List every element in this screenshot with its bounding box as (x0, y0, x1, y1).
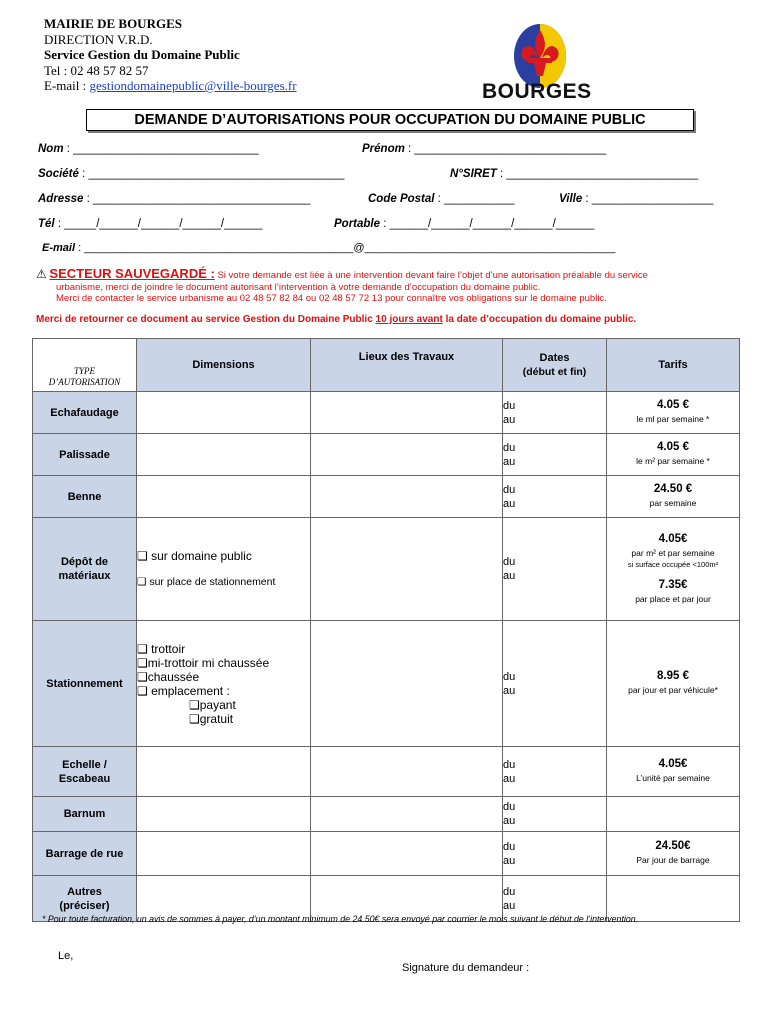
ville-field[interactable] (559, 193, 713, 205)
dates-cell[interactable]: du au (503, 747, 607, 797)
portable-label: Portable (334, 218, 381, 230)
nom-field[interactable] (38, 143, 259, 155)
prenom-field[interactable] (362, 143, 606, 155)
note-pre: Merci de retourner ce document au service Gestion du Domaine Public (36, 314, 376, 325)
table-header-row (33, 339, 740, 392)
header-lieux: Lieux des Travaux (311, 339, 503, 392)
code-postal-field[interactable] (368, 193, 514, 205)
dates-cell[interactable]: du au (503, 434, 607, 476)
type-benne: Benne (33, 476, 137, 518)
type-autres: Autres (préciser) (33, 876, 137, 922)
dates-cell[interactable]: du au (503, 876, 607, 922)
table-row (33, 621, 740, 747)
siret-blank: : ______________________________ (496, 168, 699, 180)
table-row (33, 518, 740, 621)
type-echafaudage: Echafaudage (33, 392, 137, 434)
tarif-cell: 4.05 € le m² par semaine * (607, 434, 740, 476)
adresse-field[interactable] (38, 193, 310, 205)
table-row (33, 392, 740, 434)
letterhead-direction: DIRECTION V.R.D. (44, 31, 153, 47)
dates-cell[interactable]: du au (503, 621, 607, 747)
form-title: DEMANDE D’AUTORISATIONS POUR OCCUPATION DU DOMAINE PUBLIC (86, 109, 694, 131)
dates-cell[interactable]: du au (503, 392, 607, 434)
option-gratuit[interactable]: ❑gratuit (189, 711, 234, 726)
warning-line2: urbanisme, merci de joindre le document autorisant l’intervention à votre demande d’occupation du domaine public. (56, 281, 541, 293)
code-postal-blank: : ___________ (434, 193, 515, 205)
warning-line1: Si votre demande est liée à une intervention devant faire l’objet d’une autorisation préalable du service (214, 270, 648, 281)
lieux-cell[interactable] (311, 518, 503, 621)
tel-blank: : _____/______/______/______/______ (54, 218, 263, 230)
dates-cell[interactable]: du au (503, 476, 607, 518)
portable-field[interactable] (334, 218, 594, 230)
dimensions-cell[interactable] (137, 392, 311, 434)
dimensions-cell (137, 621, 311, 747)
ville-blank: : ___________________ (582, 193, 714, 205)
lieux-cell[interactable] (311, 832, 503, 876)
adresse-blank: : __________________________________ (83, 193, 311, 205)
option-trottoir[interactable]: ❑ trottoir (137, 641, 186, 656)
option-chaussee[interactable]: ❑chaussée (137, 669, 200, 684)
date-place-field[interactable]: Le, (58, 950, 74, 962)
table-row (33, 832, 740, 876)
tarif-cell: 24.50 € par semaine (607, 476, 740, 518)
tel-field[interactable] (38, 218, 262, 230)
header-type: TYPE D’AUTORISATION (33, 339, 137, 392)
tarif-cell (607, 797, 740, 832)
lieux-cell[interactable] (311, 797, 503, 832)
logo-text: BOURGES (482, 80, 592, 103)
table-row (33, 476, 740, 518)
societe-blank: : ________________________________________ (78, 168, 345, 180)
tarif-cell: 4.05€ par m² et par semaine si surface occupée <100m² 7.35€ par place et par jour (607, 518, 740, 621)
letterhead-tel: Tel : 02 48 57 82 57 (44, 62, 149, 78)
letterhead-email-row (44, 78, 297, 94)
note-deadline: 10 jours avant (375, 314, 443, 325)
letterhead (44, 16, 297, 94)
type-stationnement: Stationnement (33, 621, 137, 747)
warning-line3: Merci de contacter le service urbanisme au 02 48 57 82 84 ou 02 48 57 72 13 pour connaître vos obligations sur le domaine public. (56, 293, 607, 304)
letterhead-service: Service Gestion du Domaine Public (44, 47, 240, 62)
ville-label: Ville (559, 193, 583, 205)
lieux-cell[interactable] (311, 476, 503, 518)
lieux-cell[interactable] (311, 621, 503, 747)
signature-label: Signature du demandeur : (402, 962, 530, 974)
option-emplacement[interactable]: ❑ emplacement : (137, 683, 230, 698)
tarif-cell: 24.50€ Par jour de barrage (607, 832, 740, 876)
nom-blank: : _____________________________ (63, 143, 259, 155)
option-mi-trottoir[interactable]: ❑mi-trottoir mi chaussée (137, 655, 270, 670)
dimensions-cell[interactable] (137, 434, 311, 476)
societe-field[interactable] (38, 168, 344, 180)
dates-cell[interactable]: du au (503, 518, 607, 621)
type-depot-materiaux: Dépôt de matériaux (33, 518, 137, 621)
email-link[interactable]: gestiondomainepublic@ville-bourges.fr (89, 78, 297, 93)
email-field-label: E-mail (42, 242, 76, 254)
tarif-cell: 4.05 € le ml par semaine * (607, 392, 740, 434)
table-row (33, 797, 740, 832)
dimensions-cell[interactable] (137, 797, 311, 832)
adresse-label: Adresse (38, 193, 84, 205)
table-row (33, 434, 740, 476)
authorization-table (32, 338, 740, 922)
email-blank: : ____________________________________________@_________________________________________ (75, 242, 616, 254)
note-post: la date d’occupation du domaine public. (442, 314, 637, 325)
warning-heading: SECTEUR SAUVEGARDÉ : (49, 266, 215, 281)
dimensions-cell[interactable] (137, 476, 311, 518)
option-domaine-public[interactable]: ❑ sur domaine public (137, 549, 252, 563)
type-barrage-rue: Barrage de rue (33, 832, 137, 876)
email-field[interactable] (42, 242, 615, 254)
type-palissade: Palissade (33, 434, 137, 476)
header-dimensions: Dimensions (137, 339, 311, 392)
siret-label: N°SIRET (450, 168, 497, 180)
footnote: * Pour toute facturation, un avis de sommes à payer, d’un montant minimum de 24.50€ sera envoyé par courrier le mois suivant le début de l’intervention. (42, 914, 639, 924)
prenom-blank: : ______________________________ (404, 143, 607, 155)
tel-label: Tél (38, 218, 55, 230)
type-barnum: Barnum (33, 797, 137, 832)
code-postal-label: Code Postal (368, 193, 435, 205)
dates-cell[interactable]: du au (503, 832, 607, 876)
option-place-stationnement[interactable]: ❑ sur place de stationnement (137, 576, 276, 588)
societe-label: Société (38, 168, 79, 180)
dates-cell[interactable]: du au (503, 797, 607, 832)
letterhead-mairie: MAIRIE DE BOURGES (44, 16, 182, 31)
lieux-cell[interactable] (311, 434, 503, 476)
type-echelle-escabeau: Echelle / Escabeau (33, 747, 137, 797)
nom-label: Nom (38, 143, 64, 155)
tarif-cell: 8.95 € par jour et par véhicule* (607, 621, 740, 747)
return-note (36, 314, 636, 325)
dimensions-cell[interactable] (137, 832, 311, 876)
secteur-sauvegarde-warning (36, 268, 648, 305)
dimensions-cell (137, 518, 311, 621)
option-payant[interactable]: ❑payant (189, 697, 236, 712)
portable-blank: : ______/______/______/______/______ (380, 218, 595, 230)
warning-triangle-icon: ⚠ (36, 267, 47, 281)
lieux-cell[interactable] (311, 392, 503, 434)
email-label: E-mail : (44, 78, 90, 93)
bourges-logo (478, 18, 618, 108)
dimensions-cell[interactable] (137, 747, 311, 797)
header-dates: Dates (début et fin) (503, 339, 607, 392)
tarif-cell: 4.05€ L’unité par semaine (607, 747, 740, 797)
header-tarifs: Tarifs (607, 339, 740, 392)
lieux-cell[interactable] (311, 747, 503, 797)
table-row (33, 747, 740, 797)
prenom-label: Prénom (362, 143, 405, 155)
siret-field[interactable] (450, 168, 698, 180)
